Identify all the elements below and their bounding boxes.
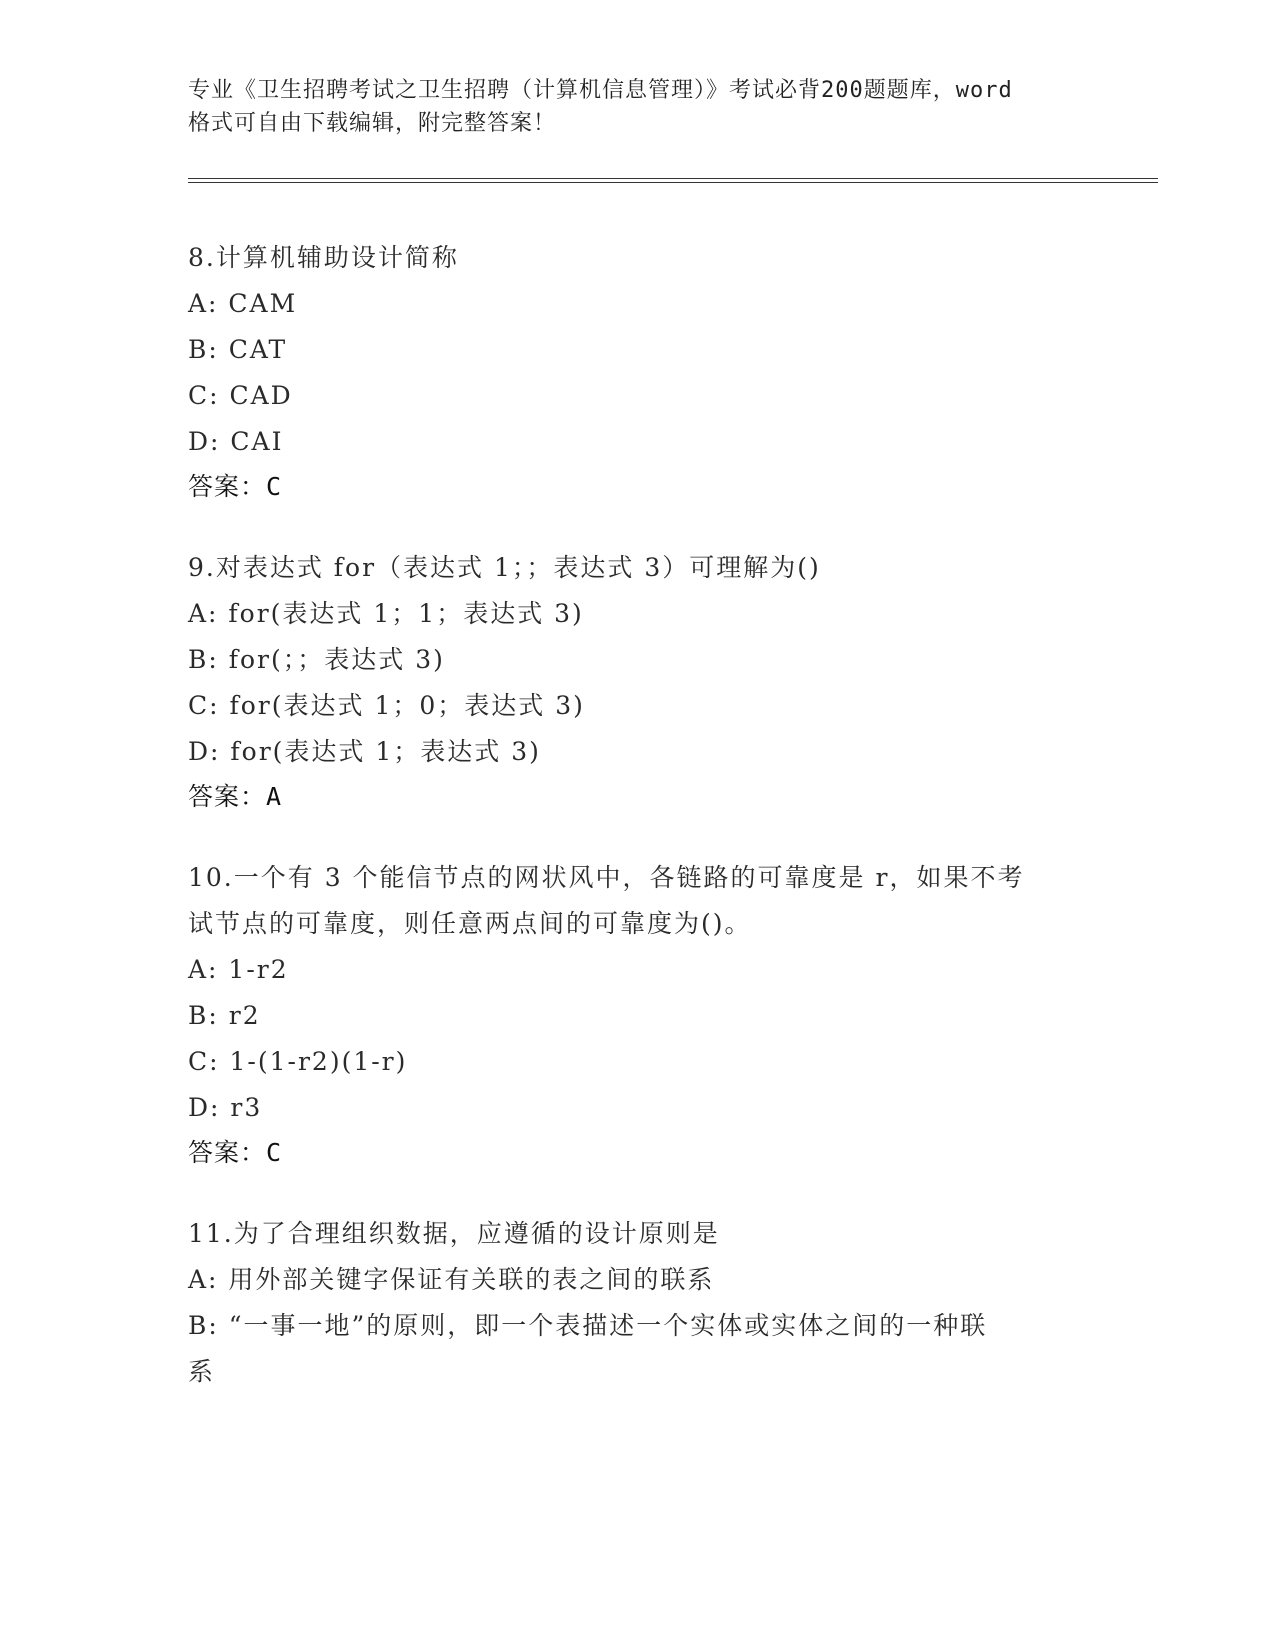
answer-line: 答案：A xyxy=(188,782,283,811)
option-d: D: for(表达式 1；表达式 3) xyxy=(188,737,541,766)
option-c: C: 1-(1-r2)(1-r) xyxy=(188,1047,408,1076)
header-divider xyxy=(188,178,1158,183)
option-c: C: for(表达式 1；0；表达式 3) xyxy=(188,691,585,720)
question-list xyxy=(188,235,1088,1431)
question-item xyxy=(188,235,1088,509)
option-a: A: CAM xyxy=(188,289,298,318)
answer-line: 答案：C xyxy=(188,1138,283,1167)
answer-line: 答案：C xyxy=(188,472,283,501)
option-d: D: CAI xyxy=(188,427,284,456)
option-a: A: 用外部关键字保证有关联的表之间的联系 xyxy=(188,1265,715,1294)
option-b: B: r2 xyxy=(188,1001,261,1030)
header-line-1: 专业《卫生招聘考试之卫生招聘（计算机信息管理）》考试必背200题题库，word xyxy=(188,78,1013,103)
question-item xyxy=(188,1211,1088,1395)
option-b-continued: 系 xyxy=(188,1357,216,1386)
question-stem: 9.对表达式 for（表达式 1；；表达式 3）可理解为() xyxy=(188,553,821,582)
option-b: B: “一事一地”的原则，即一个表描述一个实体或实体之间的一种联 xyxy=(188,1311,988,1340)
question-item xyxy=(188,855,1088,1175)
question-stem: 8.计算机辅助设计简称 xyxy=(188,243,459,272)
option-b: B: for(；；表达式 3) xyxy=(188,645,445,674)
question-stem: 11.为了合理组织数据，应遵循的设计原则是 xyxy=(188,1219,720,1248)
option-b: B: CAT xyxy=(188,335,288,364)
header-line-2: 格式可自由下载编辑，附完整答案！ xyxy=(188,111,557,136)
document-header xyxy=(188,74,1088,140)
option-a: A: 1-r2 xyxy=(188,955,289,984)
question-stem-line-1: 10.一个有 3 个能信节点的网状风中，各链路的可靠度是 r，如果不考 xyxy=(188,863,1025,892)
option-c: C: CAD xyxy=(188,381,293,410)
option-d: D: r3 xyxy=(188,1093,263,1122)
option-a: A: for(表达式 1；1；表达式 3) xyxy=(188,599,584,628)
question-item xyxy=(188,545,1088,819)
question-stem-line-2: 试节点的可靠度，则任意两点间的可靠度为()。 xyxy=(188,909,752,938)
